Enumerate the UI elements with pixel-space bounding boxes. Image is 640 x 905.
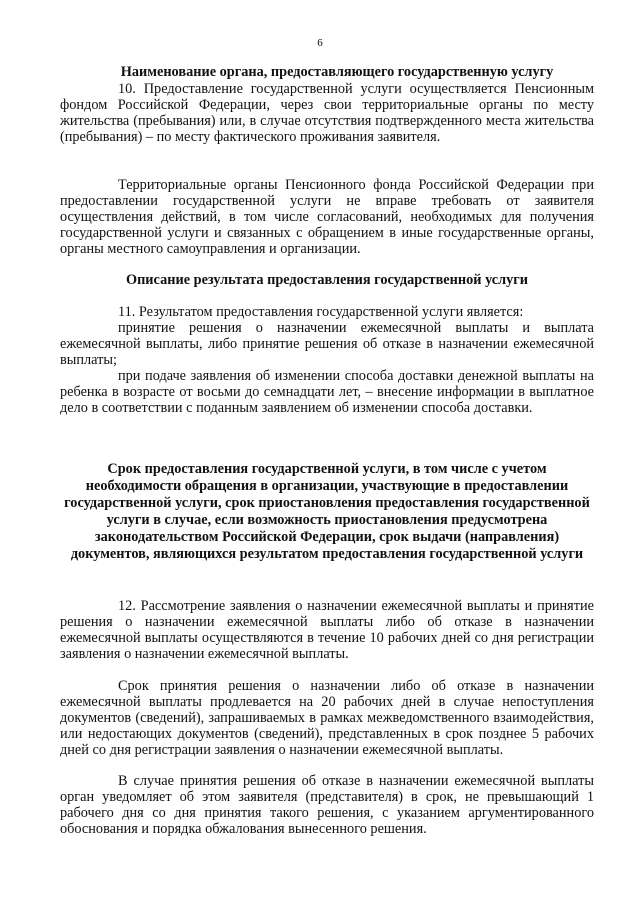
section-heading-result: Описание результата предоставления государственной услуги [125, 272, 529, 288]
paragraph-text: Территориальные органы Пенсионного фонда Российской Федерации при предоставлении государственной услуги не вправе требовать от заявителя осуществления действий, в том числе согласований, необходимых для получения государственной услуги и связанных с обращением в иные государственные органы, органы местного самоуправления и организации. [60, 177, 594, 257]
paragraph-text: 12. Рассмотрение заявления о назначении ежемесячной выплаты и принятие решения о назначении ежемесячной выплаты либо об отказе в назначении ежемесячной выплаты осуществляются в течение 10 рабочих дней со дня регистрации заявления о назначении ежемесячной выплаты. [60, 598, 594, 662]
result-paragraphs [60, 304, 594, 416]
paragraph-10 [60, 81, 594, 145]
paragraph-11: 11. Результатом предоставления государственной услуги является: [118, 304, 524, 320]
paragraph-result-decision: принятие решения о назначении ежемесячной выплаты и выплата ежемесячной выплаты, либо принятие решения об отказе в назначении ежемесячной выплаты; [60, 320, 594, 368]
paragraph-text: В случае принятия решения об отказе в назначении ежемесячной выплаты орган уведомляет об этом заявителя (представителя) в срок, не превышающий 1 рабочего дня со дня принятия такого решения, с указанием аргументированного обоснования и порядка обжалования вынесенного решения. [60, 773, 594, 837]
section-heading-authority: Наименование органа, предоставляющего государственную услугу [120, 64, 554, 80]
paragraph-text: Срок принятия решения о назначении либо об отказе в назначении ежемесячной выплаты продлевается на 20 рабочих дней в случае непоступления документов (сведений), запрашиваемых в рамках межведомственного взаимодействия, или недостающих документов (сведений), представленных в срок позднее 5 рабочих дней со дня регистрации заявления о назначении ежемесячной выплаты. [60, 678, 594, 758]
paragraph-text: 10. Предоставление государственной услуги осуществляется Пенсионным фондом Российской Федерации, через свои территориальные органы по месту жительства (пребывания) или, в случае отсутствия подтвержденного места жительства (пребывания) – по месту фактического проживания заявителя. [60, 81, 594, 145]
paragraph-territorial-organs [60, 177, 594, 257]
paragraph-result-delivery: при подаче заявления об изменении способа доставки денежной выплаты на ребенка в возрасте от восьми до семнадцати лет, – внесение информации в выплатное дело в соответствии с поданным заявлением об изменении способа доставки. [60, 368, 594, 416]
paragraph-12 [60, 598, 594, 662]
section-heading-term: Срок предоставления государственной услуги, в том числе с учетом необходимости обращения в организации, участвующие в предоставлении государственной услуги, срок приостановления предоставления государственной услуги в случае, если возможность приостановления предусмотрена законодательством Российской Федерации, срок выдачи (направления) документов, являющихся результатом предоставления государственной услуги [64, 461, 590, 562]
page-number: 6 [317, 37, 323, 49]
paragraph-extension [60, 678, 594, 758]
paragraph-refusal-notice [60, 773, 594, 837]
